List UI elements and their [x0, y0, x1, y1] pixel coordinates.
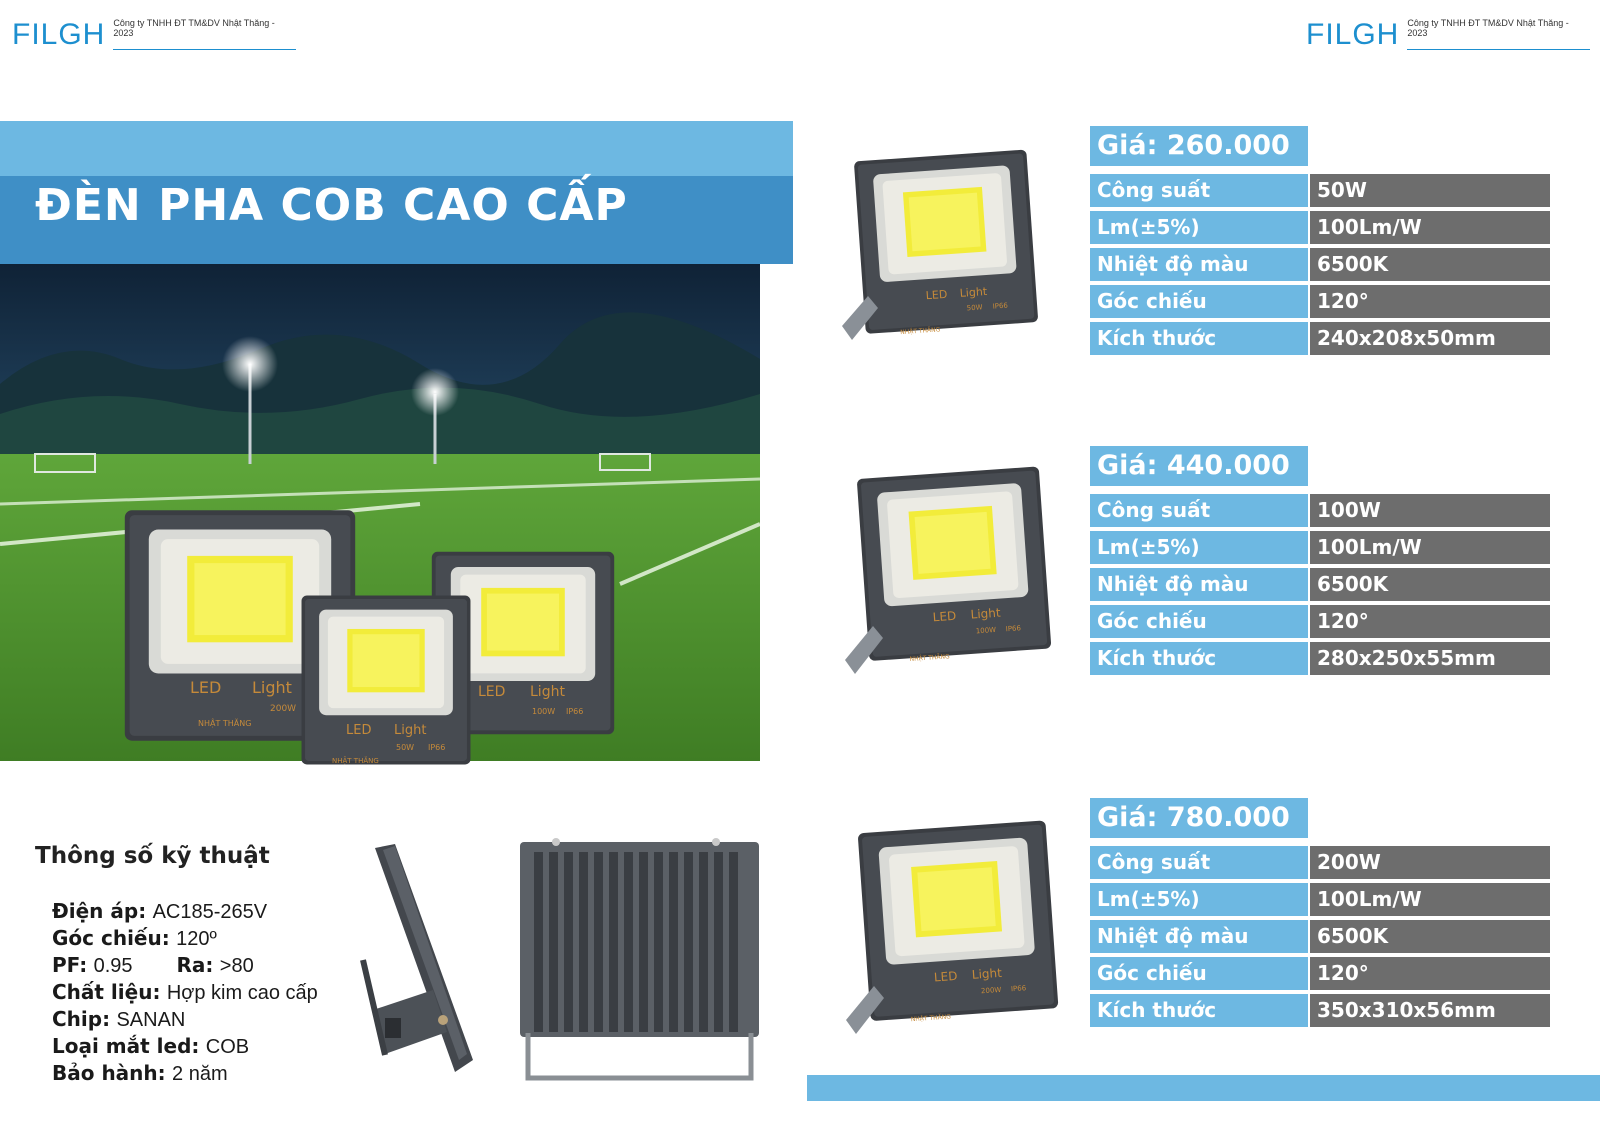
company-name: Công ty TNHH ĐT TM&DV Nhật Thăng - 2023 [1407, 18, 1590, 50]
lamp-label-light: Light [970, 605, 1002, 622]
spec-key: Bảo hành: [52, 1061, 166, 1085]
spec-row-label: Kích thước [1090, 642, 1308, 675]
hero-lamp-group [110, 498, 650, 808]
lamp-label-ip: IP66 [1010, 984, 1027, 994]
spec-row-value: 6500K [1310, 248, 1550, 281]
spec-row [1090, 285, 1550, 318]
price-tag: Giá: 260.000 [1090, 126, 1308, 166]
footer-band [807, 1075, 1600, 1101]
spec-row [1090, 957, 1550, 990]
spec-row [1090, 174, 1550, 207]
spec-row-value: 100Lm/W [1310, 531, 1550, 564]
spec-value: 0.95 [93, 955, 133, 977]
spec-row-value: 280x250x55mm [1310, 642, 1550, 675]
spec-row [1090, 248, 1550, 281]
spec-warranty [52, 1060, 372, 1087]
spec-row [1090, 605, 1550, 638]
spec-led-type [52, 1033, 372, 1060]
spec-row-label: Góc chiếu [1090, 957, 1308, 990]
spec-row [1090, 211, 1550, 244]
spec-key: Chip: [52, 1007, 111, 1031]
spec-key: Chất liệu: [52, 980, 161, 1004]
lamp-label-watt: 200W [270, 704, 297, 714]
spec-value: COB [205, 1036, 250, 1058]
spec-value: Hợp kim cao cấp [166, 982, 318, 1004]
spec-key: Góc chiếu: [52, 926, 170, 950]
spec-row-value: 100W [1310, 494, 1550, 527]
lamp-label-watt: 200W [980, 985, 1002, 996]
title-band-top [0, 121, 793, 176]
spec-key: PF: [52, 953, 88, 977]
lamp-label-led: LED [933, 968, 958, 985]
spec-key: Điện áp: [52, 899, 147, 923]
spec-voltage [52, 898, 372, 925]
spec-row-label: Nhiệt độ màu [1090, 920, 1308, 953]
lamp-label-ip: IP66 [1005, 624, 1022, 634]
spec-row-label: Nhiệt độ màu [1090, 248, 1308, 281]
spec-row [1090, 531, 1550, 564]
lamp-label-brand: NHẬT THĂNG [332, 757, 379, 765]
spec-row-value: 6500K [1310, 568, 1550, 601]
brand-logo-right [1306, 18, 1590, 50]
spec-row [1090, 883, 1550, 916]
spec-row [1090, 322, 1550, 355]
spec-value: 2 năm [172, 1063, 228, 1085]
spec-pf-ra [52, 952, 372, 979]
lamp-label-light: Light [394, 723, 427, 738]
price-tag: Giá: 440.000 [1090, 446, 1308, 486]
spec-row-label: Góc chiếu [1090, 285, 1308, 318]
lamp-back-view-image [516, 838, 763, 1092]
logo-wordmark: FILGH [12, 18, 106, 51]
lamp-label-light: Light [971, 965, 1003, 982]
lamp-label-led: LED [925, 287, 948, 303]
spec-row [1090, 846, 1550, 879]
lamp-label-brand: NHẬT THĂNG [910, 1013, 952, 1024]
spec-row-label: Công suất [1090, 494, 1308, 527]
lamp-label-ip: IP66 [992, 301, 1009, 311]
spec-row-value: 120° [1310, 957, 1550, 990]
spec-row [1090, 494, 1550, 527]
lamp-label-ip: IP66 [428, 743, 446, 752]
lamp-label-led: LED [346, 723, 372, 738]
price-tag: Giá: 780.000 [1090, 798, 1308, 838]
spec-value: >80 [219, 955, 254, 977]
lamp-label-watt: 100W [975, 625, 997, 636]
spec-key: Ra: [176, 953, 214, 977]
spec-row-label: Góc chiếu [1090, 605, 1308, 638]
spec-row-label: Kích thước [1090, 994, 1308, 1027]
spec-value: 120º [176, 928, 217, 950]
spec-table-200w [1090, 846, 1550, 1031]
spec-row [1090, 994, 1550, 1027]
lamp-label-led: LED [190, 678, 222, 697]
spec-row-value: 100Lm/W [1310, 883, 1550, 916]
spec-row-label: Lm(±5%) [1090, 211, 1308, 244]
lamp-label-watt: 50W [966, 303, 983, 313]
spec-row-value: 200W [1310, 846, 1550, 879]
spec-row-value: 50W [1310, 174, 1550, 207]
spec-row-label: Kích thước [1090, 322, 1308, 355]
spec-row-label: Nhiệt độ màu [1090, 568, 1308, 601]
spec-row-value: 350x310x56mm [1310, 994, 1550, 1027]
spec-value: AC185-265V [152, 901, 268, 923]
spec-value: SANAN [116, 1009, 186, 1031]
product-image-100w [845, 438, 1055, 696]
spec-material [52, 979, 372, 1006]
spec-angle [52, 925, 372, 952]
spec-row-value: 120° [1310, 285, 1550, 318]
lamp-label-brand: NHẬT THĂNG [909, 653, 950, 664]
lamp-label-brand: NHẬT THĂNG [198, 719, 252, 728]
page-title: ĐÈN PHA COB CAO CẤP [35, 180, 628, 231]
product-image-50w [842, 126, 1042, 361]
spec-table-50w [1090, 174, 1550, 359]
lamp-label-light: Light [252, 678, 292, 697]
lamp-side-view-image [355, 840, 485, 1092]
lamp-label-watt: 100W [532, 707, 556, 716]
spec-row [1090, 568, 1550, 601]
spec-row-value: 100Lm/W [1310, 211, 1550, 244]
product-image-200w [846, 792, 1062, 1057]
spec-heading: Thông số kỹ thuật [35, 843, 270, 869]
brand-logo-left [12, 18, 296, 50]
lamp-label-led: LED [478, 684, 506, 700]
spec-row [1090, 920, 1550, 953]
lamp-label-ip: IP66 [566, 707, 584, 716]
company-name: Công ty TNHH ĐT TM&DV Nhật Thăng - 2023 [113, 18, 296, 50]
spec-key: Loại mắt led: [52, 1034, 200, 1058]
spec-row-label: Công suất [1090, 174, 1308, 207]
lamp-label-brand: NHẬT THĂNG [900, 326, 941, 337]
lamp-label-light: Light [959, 284, 988, 300]
spec-row-label: Lm(±5%) [1090, 531, 1308, 564]
spec-row-value: 120° [1310, 605, 1550, 638]
lamp-label-led: LED [932, 608, 957, 625]
spec-row-label: Lm(±5%) [1090, 883, 1308, 916]
lamp-label-watt: 50W [396, 743, 415, 752]
spec-list [52, 898, 372, 1087]
spec-row-value: 240x208x50mm [1310, 322, 1550, 355]
spec-row-value: 6500K [1310, 920, 1550, 953]
spec-chip [52, 1006, 372, 1033]
lamp-label-light: Light [530, 684, 565, 700]
spec-row [1090, 642, 1550, 675]
logo-wordmark: FILGH [1306, 18, 1400, 51]
spec-table-100w [1090, 494, 1550, 679]
spec-row-label: Công suất [1090, 846, 1308, 879]
